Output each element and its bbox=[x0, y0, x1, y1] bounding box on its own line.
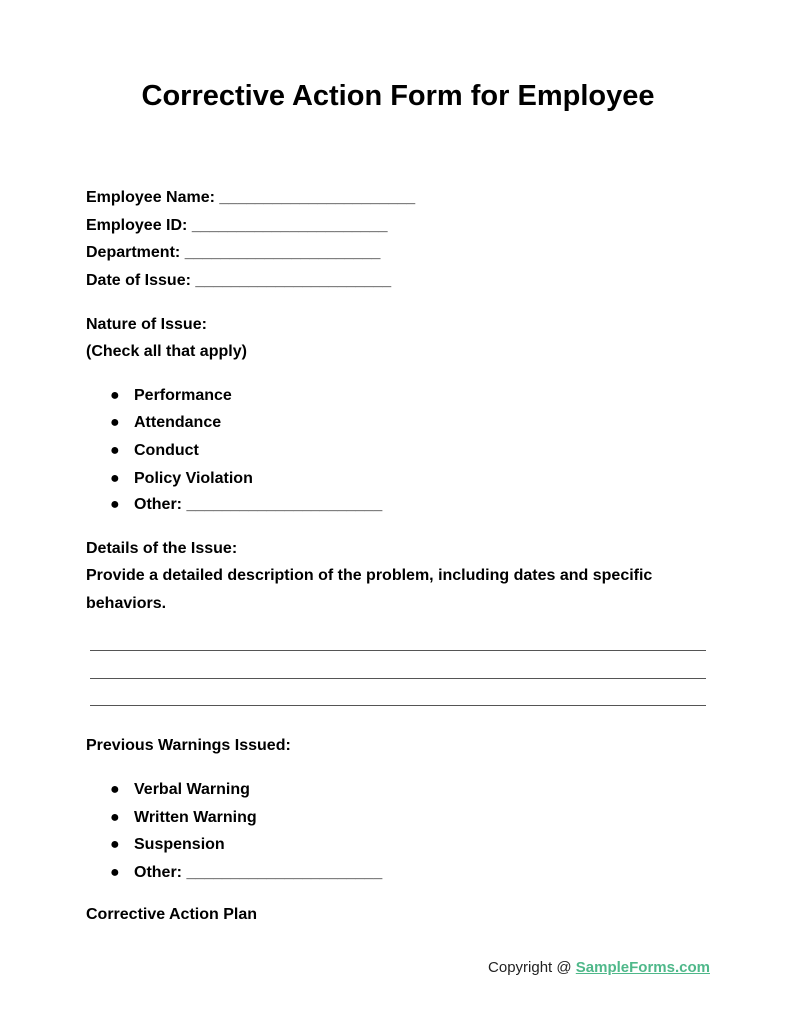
list-item-other[interactable] bbox=[110, 495, 382, 515]
bullet-icon: ● bbox=[110, 809, 120, 826]
department-field[interactable] bbox=[86, 243, 380, 263]
bullet-icon: ● bbox=[110, 387, 120, 404]
list-item[interactable] bbox=[110, 413, 221, 433]
copyright-prefix: Copyright @ bbox=[488, 959, 576, 976]
bullet-icon: ● bbox=[110, 470, 120, 487]
details-writing-line[interactable] bbox=[90, 650, 706, 651]
employee-id-field[interactable] bbox=[86, 216, 388, 236]
date-of-issue-blank[interactable]: ______________________ bbox=[195, 272, 392, 289]
other-label: Other: bbox=[134, 496, 182, 513]
employee-id-blank[interactable]: ______________________ bbox=[191, 217, 388, 234]
list-item-other[interactable] bbox=[110, 863, 382, 883]
details-writing-line[interactable] bbox=[90, 678, 706, 679]
department-blank[interactable]: ______________________ bbox=[184, 244, 381, 261]
nature-heading: Nature of Issue: bbox=[86, 316, 207, 333]
date-of-issue-field[interactable] bbox=[86, 271, 391, 291]
details-writing-line[interactable] bbox=[90, 705, 706, 706]
details-instruction-line2: behaviors. bbox=[86, 595, 167, 612]
bullet-icon: ● bbox=[110, 781, 120, 798]
list-item-label: Conduct bbox=[134, 442, 199, 459]
page-title: Corrective Action Form for Employee bbox=[141, 80, 655, 112]
list-item-label: Policy Violation bbox=[134, 470, 253, 487]
copyright-footer bbox=[488, 958, 710, 978]
bullet-icon: ● bbox=[110, 496, 120, 513]
list-item-label: Performance bbox=[134, 387, 232, 404]
date-of-issue-label: Date of Issue: bbox=[86, 272, 191, 289]
nature-note: (Check all that apply) bbox=[86, 343, 247, 360]
employee-name-blank[interactable]: ______________________ bbox=[219, 189, 416, 206]
list-item[interactable] bbox=[110, 780, 250, 800]
list-item[interactable] bbox=[110, 441, 199, 461]
other-blank[interactable]: ______________________ bbox=[186, 496, 383, 513]
bullet-icon: ● bbox=[110, 836, 120, 853]
list-item-label: Attendance bbox=[134, 414, 222, 431]
bullet-icon: ● bbox=[110, 442, 120, 459]
warnings-heading: Previous Warnings Issued: bbox=[86, 737, 291, 754]
list-item[interactable] bbox=[110, 835, 225, 855]
employee-name-label: Employee Name: bbox=[86, 189, 215, 206]
list-item[interactable] bbox=[110, 469, 253, 489]
bullet-icon: ● bbox=[110, 414, 120, 431]
department-label: Department: bbox=[86, 244, 181, 261]
employee-id-label: Employee ID: bbox=[86, 217, 188, 234]
list-item[interactable] bbox=[110, 386, 232, 406]
sampleforms-link[interactable]: SampleForms.com bbox=[575, 959, 710, 976]
bullet-icon: ● bbox=[110, 864, 120, 881]
list-item-label: Verbal Warning bbox=[134, 781, 250, 798]
list-item-label: Suspension bbox=[134, 836, 225, 853]
list-item[interactable] bbox=[110, 808, 257, 828]
other-blank[interactable]: ______________________ bbox=[186, 864, 383, 881]
list-item-label: Written Warning bbox=[134, 809, 257, 826]
details-instruction-line1: Provide a detailed description of the problem, including dates and specific bbox=[86, 567, 653, 584]
other-label: Other: bbox=[134, 864, 182, 881]
corrective-action-plan-heading: Corrective Action Plan bbox=[86, 906, 258, 923]
employee-name-field[interactable] bbox=[86, 188, 415, 208]
details-heading: Details of the Issue: bbox=[86, 540, 238, 557]
